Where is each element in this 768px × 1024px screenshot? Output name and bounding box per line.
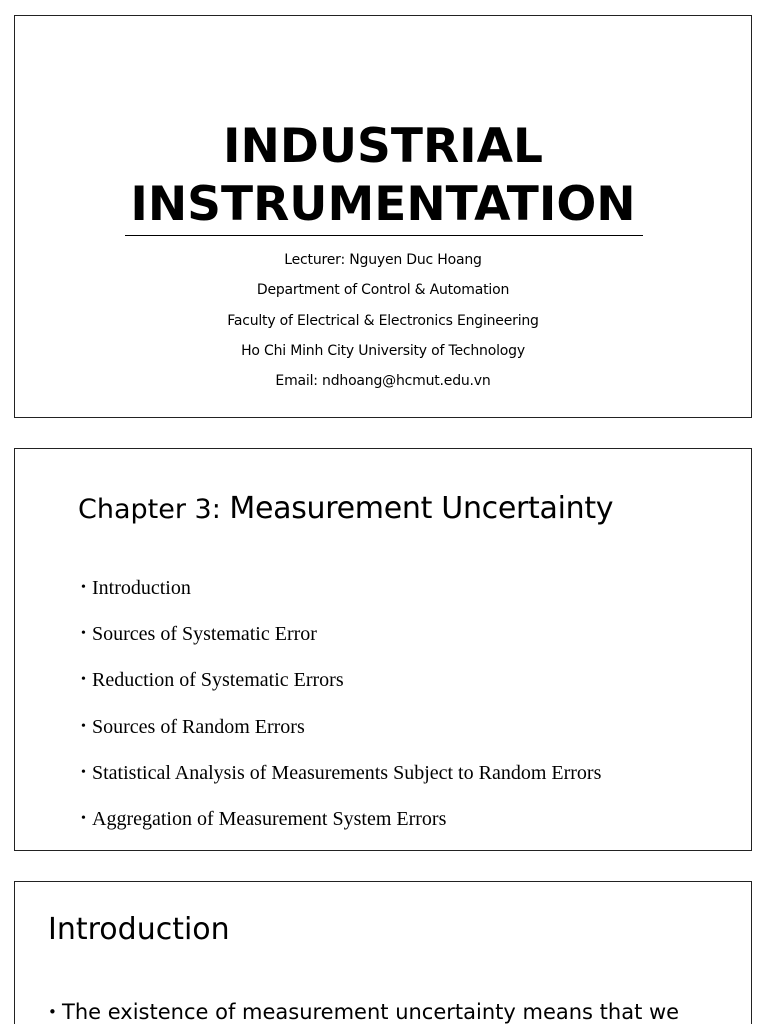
course-title xyxy=(15,118,751,234)
university-name: Ho Chi Minh City University of Technology xyxy=(241,342,525,359)
introduction-text: The existence of measurement uncertainty means that we xyxy=(62,1000,680,1024)
chapter-number: Chapter 3: xyxy=(78,494,230,525)
chapter-title: Measurement Uncertainty xyxy=(229,491,614,526)
lecturer-info xyxy=(15,245,751,396)
bullet-icon: • xyxy=(48,1003,57,1021)
bullet-icon: • xyxy=(81,764,86,780)
lecturer-name: Lecturer: Nguyen Duc Hoang xyxy=(284,252,482,268)
title-underline xyxy=(125,235,643,236)
bullet-icon: • xyxy=(81,718,86,734)
chapter-outline-slide xyxy=(14,448,752,851)
bullet-icon: • xyxy=(81,672,86,688)
topic-label: Sources of Systematic Error xyxy=(92,623,317,646)
topic-item xyxy=(81,565,601,611)
course-title-line-1: INDUSTRIAL xyxy=(223,119,543,174)
bullet-icon: • xyxy=(81,810,86,826)
topic-item xyxy=(81,750,601,796)
lecturer-email: Email: ndhoang@hcmut.edu.vn xyxy=(275,373,491,390)
topic-item xyxy=(81,796,601,842)
topic-label: Reduction of Systematic Errors xyxy=(92,669,344,692)
department-name: Department of Control & Automation xyxy=(256,282,510,299)
topic-label: Aggregation of Measurement System Errors xyxy=(92,807,447,830)
faculty-name: Faculty of Electrical & Electronics Engineering xyxy=(227,312,539,329)
topic-item xyxy=(81,657,601,703)
title-slide xyxy=(14,15,752,418)
introduction-heading: Introduction xyxy=(48,912,230,947)
bullet-icon: • xyxy=(81,626,86,642)
topic-item xyxy=(81,611,601,657)
introduction-body xyxy=(48,1000,679,1024)
course-title-line-2: INSTRUMENTATION xyxy=(130,177,636,232)
topic-label: Sources of Random Errors xyxy=(92,715,305,738)
topic-label: Introduction xyxy=(92,577,191,599)
bullet-icon: • xyxy=(81,580,86,595)
topic-list xyxy=(81,565,601,842)
chapter-heading xyxy=(78,491,613,526)
introduction-slide xyxy=(14,881,752,1024)
topic-label: Statistical Analysis of Measurements Subject to Random Errors xyxy=(92,761,602,784)
topic-item xyxy=(81,704,601,750)
